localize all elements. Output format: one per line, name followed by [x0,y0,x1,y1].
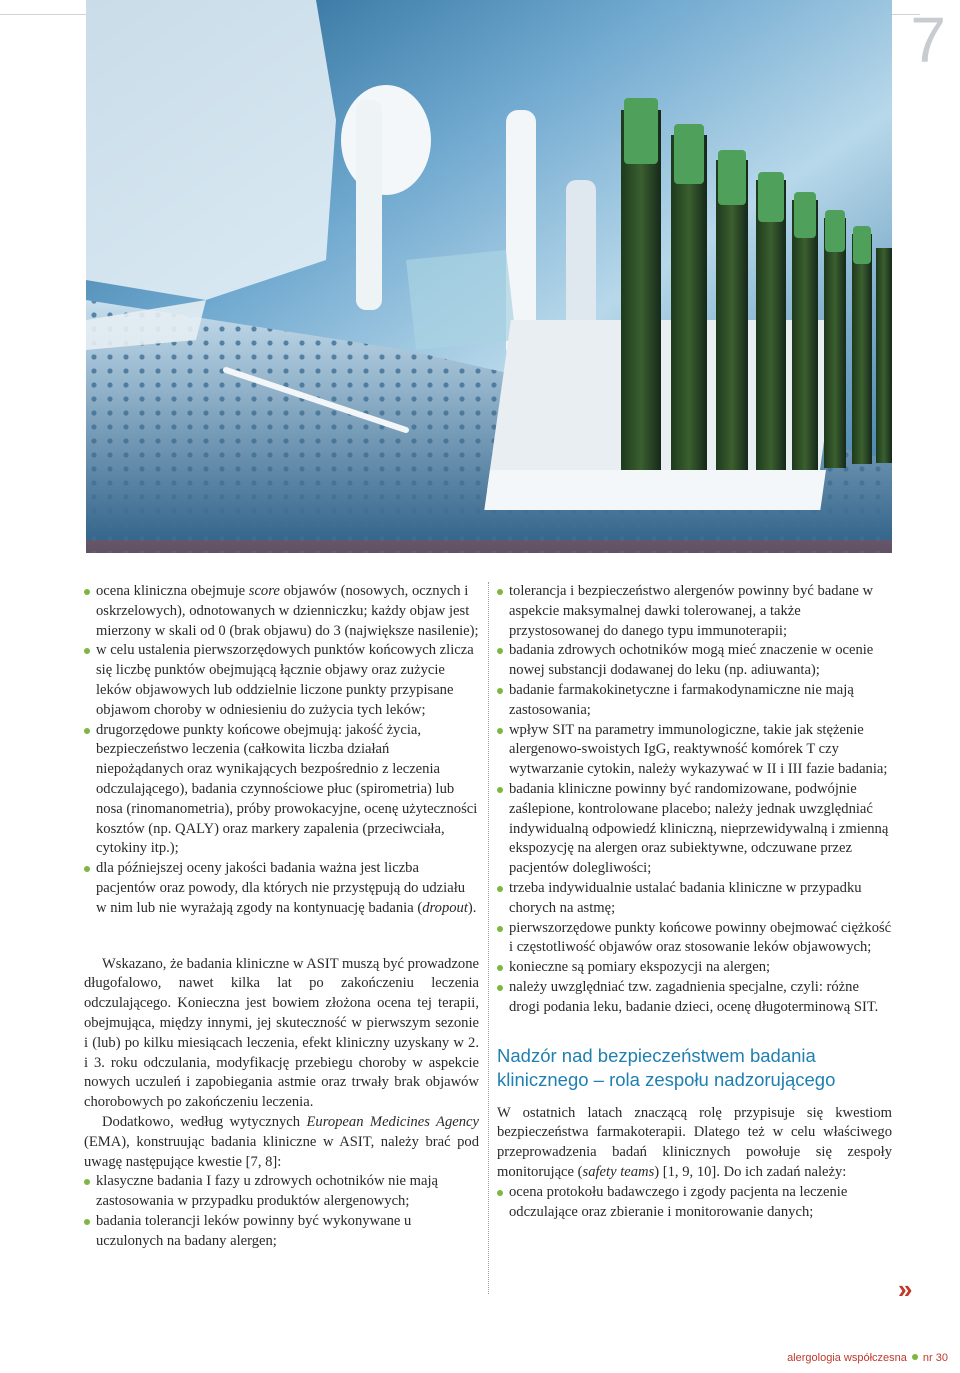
list-item: badanie farmakokinetyczne i farmakodynamiczne nie mają zastosowania; [497,681,892,721]
right-column [497,582,892,1222]
right-paragraph-1: W ostatnich latach znaczącą rolę przypisuje się kwestiom bezpieczeństwa farmakoterapii. Dlatego też w celu właściwego przeprowadzenia badań klinicznych powołuje się zespoły monitorujące (safety teams) [1, 9, 10]. Do ich zadań należy: [497,1104,892,1180]
list-item: w celu ustalenia pierwszorzędowych punktów końcowych zlicza się liczbę punktów obejmującą łącznie objawy oraz zużycie leków objawowych lub oddzielnie liczone punkty przypisane objawom choroby w odniesieniu do zużycia tych leków; [84,641,479,720]
list-item: wpływ SIT na parametry immunologiczne, takie jak stężenie alergenowo-swoistych IgG, reaktywność komórek T czy wytwarzanie cytokin, należy wykazywać w II i III fazie badania; [497,721,892,780]
left-column [84,582,479,1252]
list-item: konieczne są pomiary ekspozycji na alergen; [497,958,892,978]
journal-name: alergologia współczesna [787,1352,907,1364]
list-item: drugorzędowe punkty końcowe obejmują: jakość życia, bezpieczeństwo leczenia (całkowita liczba działań niepożądanych oraz wynikających bezpośrednio z leczenia odczulającego), badania czynnościowe płuc (spirometria) lub nosa (rinomanometria), próby prowokacyjne, ocenę użyteczności kosztów (np. QALY) oraz markery zapalenia (przeciwciała, cytokiny itp.); [84,721,479,860]
list-item: trzeba indywidualnie ustalać badania kliniczne w przypadku chorych na astmę; [497,879,892,919]
continued-arrow-icon: » [898,1274,913,1304]
column-divider [488,582,489,1294]
list-item: klasyczne badania I fazy u zdrowych ochotników nie mają zastosowania w przypadku produktów alergenowych; [84,1172,479,1212]
lab-photo [86,0,892,553]
page-number: 7 [910,4,946,76]
left-bullet-list-2 [84,1172,479,1251]
list-item: badania kliniczne powinny być randomizowane, podwójnie zaślepione, kontrolowane placebo; należy jednak uwzględniać indywidualną odpowiedź kliniczną, nieprzewidywalną i zmienną ekspozycję na alergen oraz subiektywne, odczuwane przez pacjentów dolegliwości; [497,780,892,879]
right-bullet-list-1 [497,582,892,1018]
list-item: ocena kliniczna obejmuje score objawów (nosowych, ocznych i oskrzelowych), odnotowanych w dzienniczku; każdy objaw jest mierzony w skali od 0 (brak objawu) do 3 (największe nasilenie); [84,582,479,641]
list-item: należy uwzględniać tzw. zagadnienia specjalne, czyli: różne drogi podania leku, badanie dzieci, ocenę długoterminową SIT. [497,978,892,1018]
list-item: pierwszorzędowe punkty końcowe powinny obejmować ciężkość i częstotliwość objawów oraz stosowanie leków objawowych; [497,919,892,959]
section-heading: Nadzór nad bezpieczeństwem badania klinicznego – rola zespołu nadzorującego [497,1044,836,1090]
list-item: ocena protokołu badawczego i zgody pacjenta na leczenie odczulające oraz zbieranie i monitorowanie danych; [497,1183,892,1223]
list-item: badania tolerancji leków powinny być wykonywane u uczulonych na badany alergen; [84,1212,479,1252]
list-item: dla późniejszej oceny jakości badania ważna jest liczba pacjentów oraz powody, dla których nie przystępują do udziału w nim lub nie wyrażają zgody na kontynuację badania (dropout). [84,859,479,918]
footer [787,1352,948,1364]
left-bullet-list-1 [84,582,479,919]
issue-number: nr 30 [922,1352,948,1364]
footer-dot-icon [912,1354,918,1360]
list-item: tolerancja i bezpieczeństwo alergenów powinny być badane w aspekcie maksymalnej dawki tolerowanej, a także przystosowanej do danego typu immunoterapii; [497,582,892,641]
right-bullet-list-2 [497,1183,892,1223]
header-rule-left [0,14,86,15]
left-paragraph-1: Wskazano, że badania kliniczne w ASIT muszą być prowadzone długofalowo, nawet kilka lat po zakończeniu leczenia odczulającego. Konieczna jest bowiem złożona ocena tej terapii, obejmująca, między innymi, jej skuteczność w pierwszym sezonie i (lub) po kilku miesiącach leczenia, efekt kliniczny uzyskany w 2. i 3. roku odczulania, modyfikację przebiegu choroby w aspekcie nowych uczuleń i zapobiegania astmie oraz trwały brak objawów chorobowych po zakończeniu leczenia. [84,955,479,1111]
list-item: badania zdrowych ochotników mogą mieć znaczenie w ocenie nowej substancji dodawanej do leku (np. adiuwanta); [497,641,892,681]
left-paragraph-2: Dodatkowo, według wytycznych European Medicines Agency (EMA), konstruując badania kliniczne w ASIT, należy brać pod uwagę następujące kwestie [7, 8]: [84,1113,479,1170]
